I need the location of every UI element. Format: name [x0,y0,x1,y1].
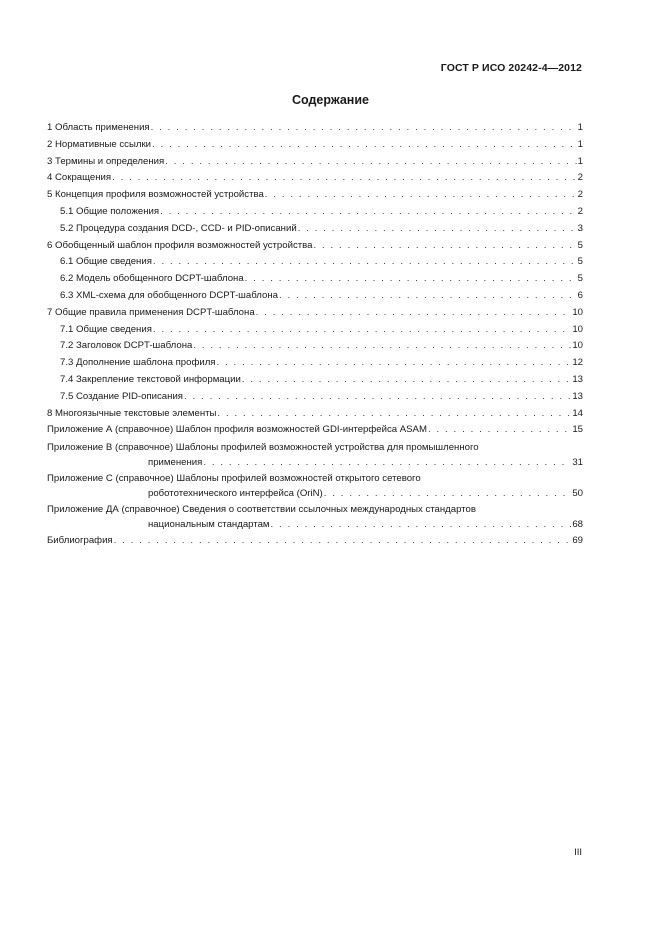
toc-label: 7.3 Дополнение шаблона профиля [60,357,216,369]
toc-label: Приложение С (справочное) Шаблоны профилей возможностей открытого сетевого [47,473,421,485]
toc-entry-7[interactable] [47,305,583,322]
toc-entry-3[interactable] [47,154,583,171]
toc-entry-appendix-b[interactable] [47,440,583,470]
leader-dots [203,455,571,470]
toc-entry-6[interactable] [47,238,583,255]
leader-dots [160,204,577,221]
toc-page: 68 [572,519,583,531]
leader-dots [428,422,571,439]
toc-entry-6-1[interactable] [47,254,583,271]
toc-label: 7.5 Создание PID-описания [60,390,183,402]
toc-page: 69 [572,535,583,547]
toc-entry-6-3[interactable] [47,288,583,305]
toc-page: 12 [572,357,583,369]
leader-dots [112,170,577,187]
toc-page: 2 [577,172,583,184]
leader-dots [245,271,577,288]
toc-page: 10 [572,306,583,318]
toc-label: Приложение ДА (справочное) Сведения о соответствии ссылочных международных стандартов [47,504,476,516]
toc-entry-7-2[interactable] [47,338,583,355]
toc-page: 13 [572,373,583,385]
leader-dots [265,187,577,204]
toc-entry-1[interactable] [47,120,583,137]
leader-dots [184,389,571,406]
toc-label: Приложение В (справочное) Шаблоны профилей возможностей устройства для промышленного [47,442,479,454]
leader-dots [153,254,577,271]
toc-label: 3 Термины и определения [47,155,165,167]
leader-dots [151,120,577,137]
toc-label: 7.2 Заголовок DCPT-шаблона [60,340,193,352]
toc-label: 2 Нормативные ссылки [47,138,152,150]
toc-page: 10 [572,340,583,352]
toc-entry-6-2[interactable] [47,271,583,288]
leader-dots [242,372,571,389]
toc-entry-7-1[interactable] [47,322,583,339]
toc-label-continuation: национальным стандартам [148,519,270,531]
toc-entry-2[interactable] [47,137,583,154]
leader-dots [193,338,571,355]
toc-label: 6.1 Общие сведения [60,256,152,268]
toc-label: Библиография [47,535,113,547]
page-number: III [574,847,582,858]
toc-label: 6.2 Модель обобщенного DCPT-шаблона [60,273,244,285]
toc-entry-7-4[interactable] [47,372,583,389]
standard-code: ГОСТ Р ИСО 20242-4—2012 [440,62,582,74]
toc-page: 50 [572,488,583,500]
toc-entry-bibliography[interactable] [47,533,583,550]
toc-page: 15 [572,424,583,436]
toc-entry-appendix-da[interactable] [47,502,583,532]
toc-page: 10 [572,323,583,335]
leader-dots [324,486,572,501]
table-of-contents [47,120,583,550]
toc-entry-4[interactable] [47,170,583,187]
toc-page: 14 [572,407,583,419]
toc-entry-5-1[interactable] [47,204,583,221]
toc-page: 6 [577,289,583,301]
toc-label: 7.4 Закрепление текстовой информации [60,373,241,385]
toc-page: 13 [572,390,583,402]
toc-label: 7 Общие правила применения DCPT-шаблона [47,306,255,318]
toc-page: 2 [577,205,583,217]
leader-dots [279,288,577,305]
toc-page: 31 [572,457,583,469]
toc-label: 8 Многоязычные текстовые элементы [47,407,217,419]
toc-label: 5.1 Общие положения [60,205,160,217]
toc-label: 6.3 XML-схема для обобщенного DCPT-шаблона [60,289,278,301]
toc-entry-7-5[interactable] [47,389,583,406]
toc-entry-appendix-a[interactable] [47,422,583,439]
leader-dots [217,355,572,372]
toc-page: 2 [577,189,583,201]
toc-label-continuation: применения [148,457,203,469]
toc-label: 6 Обобщенный шаблон профиля возможностей устройства [47,239,313,251]
leader-dots [217,406,571,423]
toc-entry-8[interactable] [47,406,583,423]
leader-dots [271,517,572,532]
leader-dots [256,305,572,322]
toc-label: 4 Сокращения [47,172,112,184]
toc-page: 1 [577,122,583,133]
toc-entry-appendix-c[interactable] [47,471,583,501]
leader-dots [165,154,576,171]
toc-label: 1 Область применения [47,122,150,133]
toc-label: 5.2 Процедура создания DCD-, CCD- и PID-описаний [60,222,297,234]
leader-dots [313,238,576,255]
toc-label: 7.1 Общие сведения [60,323,152,335]
leader-dots [114,533,572,550]
toc-page: 5 [577,256,583,268]
toc-entry-5[interactable] [47,187,583,204]
toc-page: 3 [577,222,583,234]
toc-label: Приложение А (справочное) Шаблон профиля возможностей GDI-интерфейса ASAM [47,424,427,436]
leader-dots [152,137,577,154]
page-title: Содержание [291,93,369,107]
toc-label-continuation: робототехнического интерфейса (OriN) [148,488,323,500]
toc-entry-5-2[interactable] [47,221,583,238]
toc-entry-7-3[interactable] [47,355,583,372]
toc-page: 1 [577,138,583,150]
leader-dots [153,322,571,339]
toc-page: 5 [577,239,583,251]
leader-dots [298,221,577,238]
toc-page: 5 [577,273,583,285]
toc-page: 1 [577,155,583,167]
toc-label: 5 Концепция профиля возможностей устройства [47,189,264,201]
